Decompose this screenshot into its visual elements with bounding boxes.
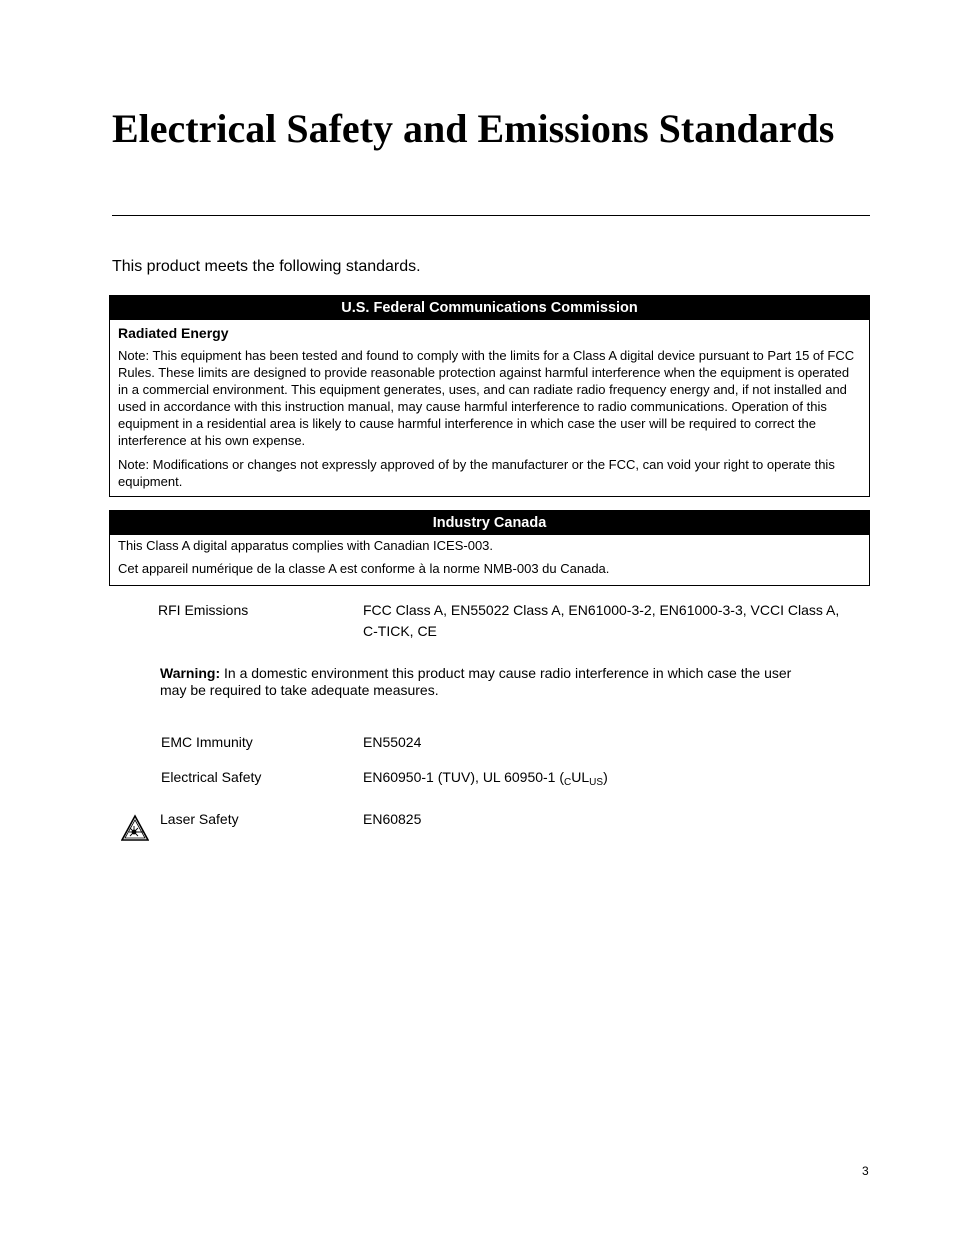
industry-canada-line-2: Cet appareil numérique de la classe A est conforme à la norme NMB-003 du Canada. — [118, 561, 610, 576]
electrical-value-ul: UL — [571, 769, 590, 785]
electrical-label: Electrical Safety — [161, 769, 262, 785]
electrical-value-main: EN60950-1 (TUV), UL 60950-1 ( — [363, 769, 565, 785]
industry-canada-header: Industry Canada — [110, 511, 869, 535]
industry-canada-line-1: This Class A digital apparatus complies with Canadian ICES-003. — [118, 538, 494, 553]
electrical-value-close: ) — [603, 769, 608, 785]
fcc-note-1: Note: This equipment has been tested and found to comply with the limits for a Class A digital device pursuant to Part 15 of FCC Rules. These limits are designed to provide reasonable protection against harmful interference when the equipment is operated in a commercial environment. This equipment generates, uses, and can radiate radio frequency energy and, if not installed and used in accordance with this instruction manual, may cause harmful interference to radio communications. Operation of this equipment in a residential area is likely to cause harmful interference in which case the user will be required to correct the interference at his own expense. — [118, 348, 855, 448]
page-title: Electrical Safety and Emissions Standards — [112, 106, 835, 151]
warning-note — [160, 665, 810, 699]
emc-value: EN55024 — [363, 734, 422, 750]
page-number: 3 — [862, 1164, 869, 1178]
industry-canada-table — [109, 510, 870, 586]
electrical-value-c: C — [564, 777, 572, 788]
laser-label: Laser Safety — [160, 811, 239, 827]
warning-text: In a domestic environment this product may cause radio interference in which case the user may be required to take adequate measures. — [160, 665, 792, 698]
electrical-value — [363, 767, 853, 790]
fcc-note-2: Note: Modifications or changes not expressly approved of by the manufacturer or the FCC, can void your right to operate this equipment. — [118, 457, 835, 489]
fcc-subheading: Radiated Energy — [118, 325, 229, 341]
warning-label: Warning: — [160, 665, 221, 681]
rfi-value: FCC Class A, EN55022 Class A, EN61000-3-2, EN61000-3-3, VCCI Class A, C-TICK, CE — [363, 602, 840, 639]
electrical-value-us: US — [589, 777, 604, 788]
emc-label: EMC Immunity — [161, 734, 253, 750]
rfi-label: RFI Emissions — [158, 602, 249, 618]
intro-text: This product meets the following standards. — [112, 258, 421, 275]
laser-warning-icon — [121, 814, 149, 842]
fcc-table — [109, 295, 870, 497]
title-divider — [112, 215, 870, 216]
laser-value: EN60825 — [363, 811, 422, 827]
fcc-header: U.S. Federal Communications Commission — [110, 296, 869, 320]
